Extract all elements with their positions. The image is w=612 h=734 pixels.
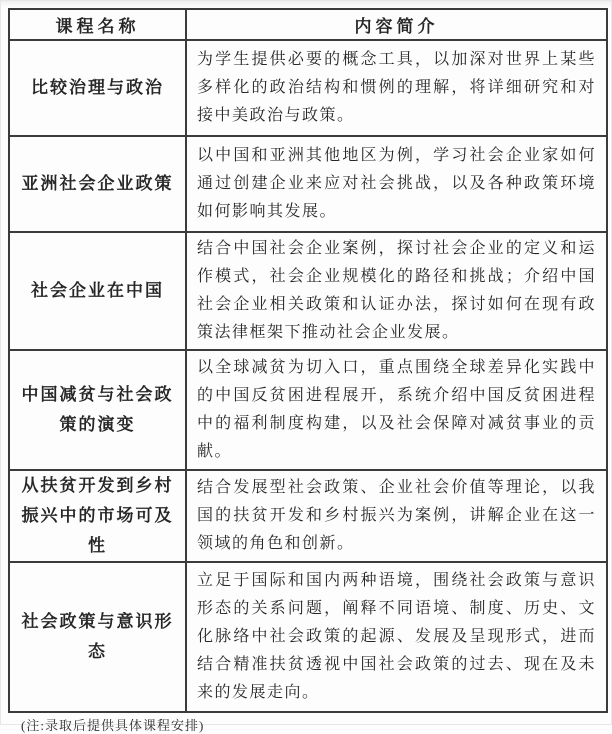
course-description-cell: 立足于国际和国内两种语境，围绕社会政策与意识形态的关系问题，阐释不同语境、制度、历史、文化脉络中社会政策的起源、发展及呈现形式，进而结合精准扶贫透视中国社会政策的过去、现在及未来的发展走向。 — [186, 562, 607, 712]
course-name-cell: 社会企业在中国 — [9, 232, 186, 350]
column-header-content-intro: 内容简介 — [186, 9, 607, 40]
course-description-cell: 以中国和亚洲其他地区为例，学习社会企业家如何通过创建企业来应对社会挑战，以及各种政策环境如何影响其发展。 — [186, 136, 607, 232]
table-row — [9, 136, 607, 232]
course-name-cell: 社会政策与意识形态 — [9, 562, 186, 712]
course-description-cell: 结合发展型社会政策、企业社会价值等理论，以我国的扶贫开发和乡村振兴为案例，讲解企业在这一领域的角色和创新。 — [186, 470, 607, 562]
header-row — [9, 9, 607, 40]
table-row — [9, 562, 607, 712]
course-table — [8, 8, 608, 713]
table-row — [9, 350, 607, 470]
course-name-cell: 比较治理与政治 — [9, 40, 186, 136]
course-name-cell: 从扶贫开发到乡村振兴中的市场可及性 — [9, 470, 186, 562]
table-body — [9, 40, 607, 712]
course-name-cell: 亚洲社会企业政策 — [9, 136, 186, 232]
footnote: (注:录取后提供具体课程安排) — [21, 718, 205, 733]
course-name-cell: 中国减贫与社会政策的演变 — [9, 350, 186, 470]
column-header-course-name: 课程名称 — [9, 9, 186, 40]
table-row — [9, 40, 607, 136]
table-row — [9, 232, 607, 350]
table-row — [9, 470, 607, 562]
course-description-cell: 为学生提供必要的概念工具，以加深对世界上某些多样化的政治结构和惯例的理解，将详细研究和对接中美政治与政策。 — [186, 40, 607, 136]
course-description-cell: 结合中国社会企业案例，探讨社会企业的定义和运作模式，社会企业规模化的路径和挑战；介绍中国社会企业相关政策和认证办法，探讨如何在现有政策法律框架下推动社会企业发展。 — [186, 232, 607, 350]
course-description-cell: 以全球减贫为切入口，重点围绕全球差异化实践中的中国反贫困进程展开，系统介绍中国反贫困进程中的福利制度构建，以及社会保障对减贫事业的贡献。 — [186, 350, 607, 470]
